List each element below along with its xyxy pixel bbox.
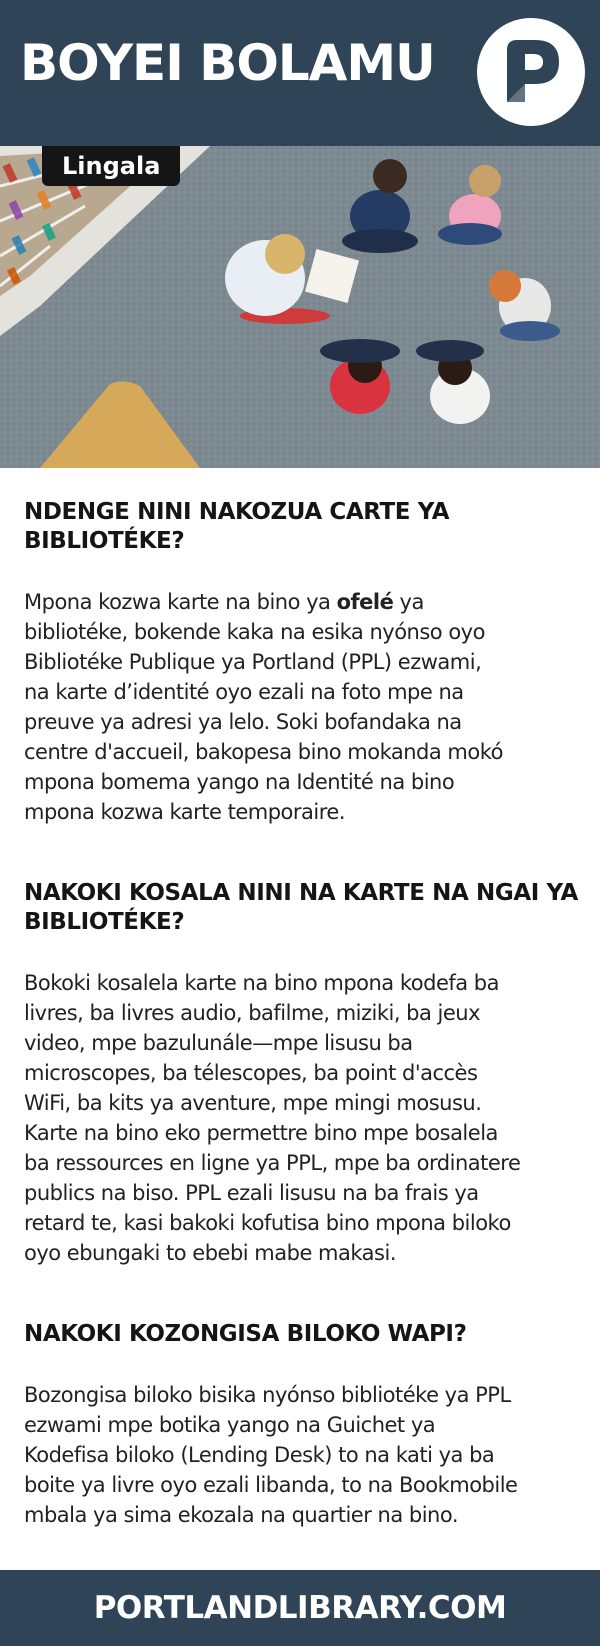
section-heading: [24, 498, 580, 556]
body-text: ya: [393, 590, 424, 614]
section-heading: [24, 1320, 580, 1349]
header-banner: [0, 0, 600, 146]
body-text: boite ya livre oyo ezali libanda, to na Bookmobile: [24, 1473, 518, 1497]
body-text: oyo ebungaki to ebebi mabe makasi.: [24, 1241, 396, 1265]
body-text: publics na biso. PPL ezali lisusu na ba frais ya: [24, 1181, 479, 1205]
body-text: microscopes, ba télescopes, ba point d'accès: [24, 1061, 478, 1085]
body-text: Kodefisa biloko (Lending Desk) to na kati ya ba: [24, 1443, 495, 1467]
language-badge: Lingala: [42, 146, 180, 186]
body-text: video, mpe bazulunále—mpe lisusu ba: [24, 1031, 413, 1055]
body-text: preuve ya adresi ya lelo. Soki bofandaka na: [24, 710, 462, 734]
library-reading-circle-photo: [0, 146, 600, 468]
body-text: Mpona kozwa karte na bino ya: [24, 590, 337, 614]
website-link[interactable]: PORTLANDLIBRARY.COM: [93, 1590, 507, 1626]
section-heading: [24, 879, 580, 937]
page-title: BOYEI BOLAMU: [20, 34, 435, 92]
body-text: mbala ya sima ekozala na quartier na bino.: [24, 1503, 459, 1527]
ppl-logo-icon: [475, 16, 587, 128]
body-text: retard te, kasi bakoki kofutisa bino mpona biloko: [24, 1211, 511, 1235]
body-text: mpona bomema yango na Identité na bino: [24, 770, 455, 794]
body-text: na karte d’identité oyo ezali na foto mpe na: [24, 680, 464, 704]
faq-section: [24, 1320, 580, 1530]
emphasis-text: ofelé: [336, 590, 394, 614]
body-text: Karte na bino eko permettre bino mpe bosalela: [24, 1121, 498, 1145]
faq-content: [24, 468, 580, 1530]
heading-line: BIBLIOTÉKE?: [24, 909, 185, 935]
logo-letter: P: [475, 16, 476, 17]
hero-photo: [0, 146, 600, 468]
section-body: [24, 587, 580, 827]
faq-section: [24, 498, 580, 827]
body-text: centre d'accueil, bakopesa bino mokanda mokó: [24, 740, 503, 764]
body-text: mpona kozwa karte temporaire.: [24, 800, 346, 824]
body-text: Bibliotéke Publique ya Portland (PPL) ezwami,: [24, 650, 482, 674]
section-body: [24, 968, 580, 1268]
heading-line: NAKOKI KOSALA NINI NA KARTE NA NGAI YA: [24, 880, 578, 906]
body-text: livres, ba livres audio, bafilme, miziki, ba jeux: [24, 1001, 481, 1025]
body-text: ezwami mpe botika yango na Guichet ya: [24, 1413, 436, 1437]
body-text: Bokoki kosalela karte na bino mpona kodefa ba: [24, 971, 499, 995]
heading-line: BIBLIOTÉKE?: [24, 528, 185, 554]
body-text: Bozongisa biloko bisika nyónso bibliotéke ya PPL: [24, 1383, 511, 1407]
body-text: bibliotéke, bokende kaka na esika nyónso oyo: [24, 620, 485, 644]
body-text: ba ressources en ligne ya PPL, mpe ba ordinatere: [24, 1151, 521, 1175]
heading-line: NAKOKI KOZONGISA BILOKO WAPI?: [24, 1321, 467, 1347]
section-body: [24, 1380, 580, 1530]
faq-section: [24, 879, 580, 1268]
body-text: WiFi, ba kits ya aventure, mpe mingi mosusu.: [24, 1091, 482, 1115]
footer-banner: [0, 1570, 600, 1646]
heading-line: NDENGE NINI NAKOZUA CARTE YA: [24, 499, 450, 525]
